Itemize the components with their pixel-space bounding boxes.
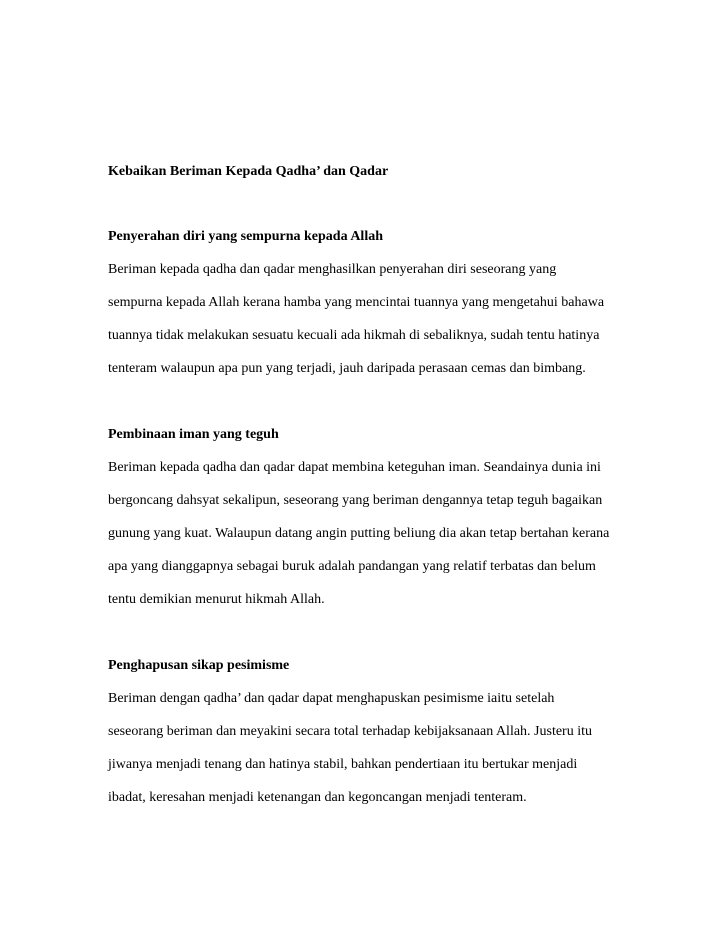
paragraph-line: tentu demikian menurut hikmah Allah. xyxy=(108,592,325,607)
paragraph-line: sempurna kepada Allah kerana hamba yang mencintai tuannya yang mengetahui bahawa xyxy=(108,295,605,310)
paragraph-line: gunung yang kuat. Walaupun datang angin putting beliung dia akan tetap bertahan kerana xyxy=(108,526,610,541)
paragraph-line: tenteram walaupun apa pun yang terjadi, jauh daripada perasaan cemas dan bimbang. xyxy=(108,361,586,376)
section-penghapusan-pesimisme xyxy=(108,656,628,808)
section-heading: Pembinaan iman yang teguh xyxy=(108,427,279,442)
paragraph-line: tuannya tidak melakukan sesuatu kecuali ada hikmah di sebaliknya, sudah tentu hatinya xyxy=(108,328,600,343)
section-paragraph xyxy=(108,458,628,610)
section-paragraph xyxy=(108,689,628,808)
section-heading: Penyerahan diri yang sempurna kepada Allah xyxy=(108,229,383,244)
section-paragraph xyxy=(108,260,628,379)
paragraph-line: jiwanya menjadi tenang dan hatinya stabil, bahkan pendertiaan itu bertukar menjadi xyxy=(108,757,578,772)
document-title: Kebaikan Beriman Kepada Qadha’ dan Qadar xyxy=(108,164,389,179)
paragraph-line: Beriman dengan qadha’ dan qadar dapat menghapuskan pesimisme iaitu setelah xyxy=(108,691,555,706)
section-heading: Penghapusan sikap pesimisme xyxy=(108,658,290,673)
paragraph-line: Beriman kepada qadha dan qadar dapat membina keteguhan iman. Seandainya dunia ini xyxy=(108,460,601,475)
section-penyerahan-diri xyxy=(108,227,628,379)
section-pembinaan-iman xyxy=(108,425,628,610)
paragraph-line: ibadat, keresahan menjadi ketenangan dan kegoncangan menjadi tenteram. xyxy=(108,790,527,805)
paragraph-line: Beriman kepada qadha dan qadar menghasilkan penyerahan diri seseorang yang xyxy=(108,262,557,277)
paragraph-line: bergoncang dahsyat sekalipun, seseorang yang beriman dengannya tetap teguh bagaikan xyxy=(108,493,603,508)
paragraph-line: seseorang beriman dan meyakini secara total terhadap kebijaksanaan Allah. Justeru itu xyxy=(108,724,592,739)
paragraph-line: apa yang dianggapnya sebagai buruk adalah pandangan yang relatif terbatas dan belum xyxy=(108,559,596,574)
